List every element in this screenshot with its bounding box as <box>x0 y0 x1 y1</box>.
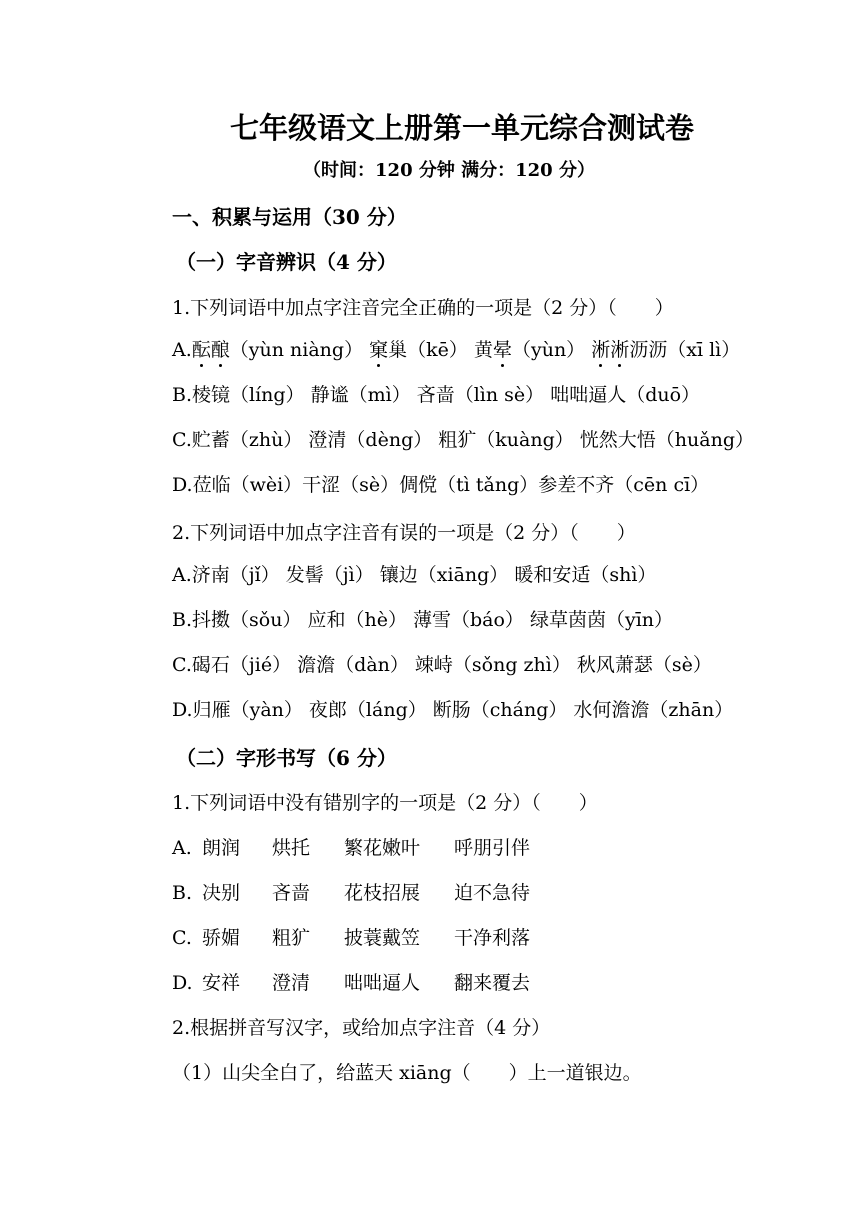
pinyin-text: 巢（kē） 黄 <box>388 339 493 361</box>
question-2-option-a: A.济南（jǐ） 发髻（jì） 镶边（xiāng） 暖和安适（shì） <box>172 564 657 586</box>
question-1-option-d: D.莅临（wèi）干涩（sè）倜傥（tì tǎng）参差不齐（cēn cī） <box>172 474 710 496</box>
dotted-char: 酿 <box>210 339 230 361</box>
question-2-stem: 2.下列词语中加点字注音有误的一项是（2 分）（ ） <box>172 522 636 544</box>
subsection-heading-pronunciation: （一）字音辨识（4 分） <box>176 250 397 274</box>
question-4-stem: 2.根据拼音写汉字，或给加点字注音（4 分） <box>172 1017 551 1039</box>
option-label: B. <box>172 882 193 904</box>
question-4-item-1: （1）山尖全白了，给蓝天 xiāng（ ）上一道银边。 <box>172 1062 642 1084</box>
dotted-char: 窠 <box>369 339 389 361</box>
option-word: 决别 <box>202 882 241 904</box>
option-word: 烘托 <box>272 837 311 859</box>
option-label: C. <box>172 927 192 949</box>
option-word: 繁花嫩叶 <box>344 837 421 859</box>
question-1-stem: 1.下列词语中加点字注音完全正确的一项是（2 分）（ ） <box>172 297 674 319</box>
option-label: A. <box>172 837 192 859</box>
option-word: 迫不急待 <box>454 882 531 904</box>
option-word: 干净利落 <box>454 927 531 949</box>
page-title: 七年级语文上册第一单元综合测试卷 <box>229 111 694 145</box>
question-3-option-c <box>172 925 530 951</box>
option-word: 咄咄逼人 <box>344 972 421 994</box>
option-word: 翻来覆去 <box>454 972 531 994</box>
dotted-char: 酝 <box>191 339 211 361</box>
option-word: 呼朋引伴 <box>454 837 531 859</box>
option-word: 骄媚 <box>202 927 241 949</box>
pinyin-text: 沥沥（xī lì） <box>629 339 741 361</box>
page-subtitle: （时间：120 分钟 满分：120 分） <box>303 160 595 181</box>
subsection-heading-characters: （二）字形书写（6 分） <box>176 746 397 770</box>
section-heading-part1: 一、积累与运用（30 分） <box>172 205 407 229</box>
question-2-option-b: B.抖擞（sǒu） 应和（hè） 薄雪（báo） 绿草茵茵（yīn） <box>172 609 674 631</box>
question-3-option-b <box>172 880 530 906</box>
question-3-stem: 1.下列词语中没有错别字的一项是（2 分）（ ） <box>172 792 598 814</box>
pinyin-text: （yùn） <box>511 339 592 361</box>
option-label: D. <box>172 972 193 994</box>
question-1-option-b: B.棱镜（líng） 静谧（mì） 吝啬（lìn sè） 咄咄逼人（duō） <box>172 384 701 406</box>
option-word: 披蓑戴笠 <box>344 927 421 949</box>
dotted-char: 淅 <box>591 339 611 361</box>
question-1-option-c: C.贮蓄（zhù） 澄清（dèng） 粗犷（kuàng） 恍然大悟（huǎng） <box>172 429 754 451</box>
option-word: 朗润 <box>202 837 241 859</box>
question-3-option-a <box>172 835 530 861</box>
option-word: 澄清 <box>272 972 311 994</box>
dotted-char: 晕 <box>492 339 512 361</box>
option-word: 花枝招展 <box>344 882 421 904</box>
question-2-option-c: C.碣石（jié） 澹澹（dàn） 竦峙（sǒng zhì） 秋风萧瑟（sè） <box>172 654 712 676</box>
question-1-option-a <box>172 337 740 363</box>
option-label: A. <box>172 339 192 361</box>
option-word: 安祥 <box>202 972 241 994</box>
question-2-option-d: D.归雁（yàn） 夜郎（láng） 断肠（cháng） 水何澹澹（zhān） <box>172 699 734 721</box>
option-word: 吝啬 <box>272 882 311 904</box>
dotted-char: 淅 <box>610 339 630 361</box>
option-word: 粗犷 <box>272 927 311 949</box>
pinyin-text: （yùn niàng） <box>229 339 370 361</box>
question-3-option-d <box>172 970 530 996</box>
